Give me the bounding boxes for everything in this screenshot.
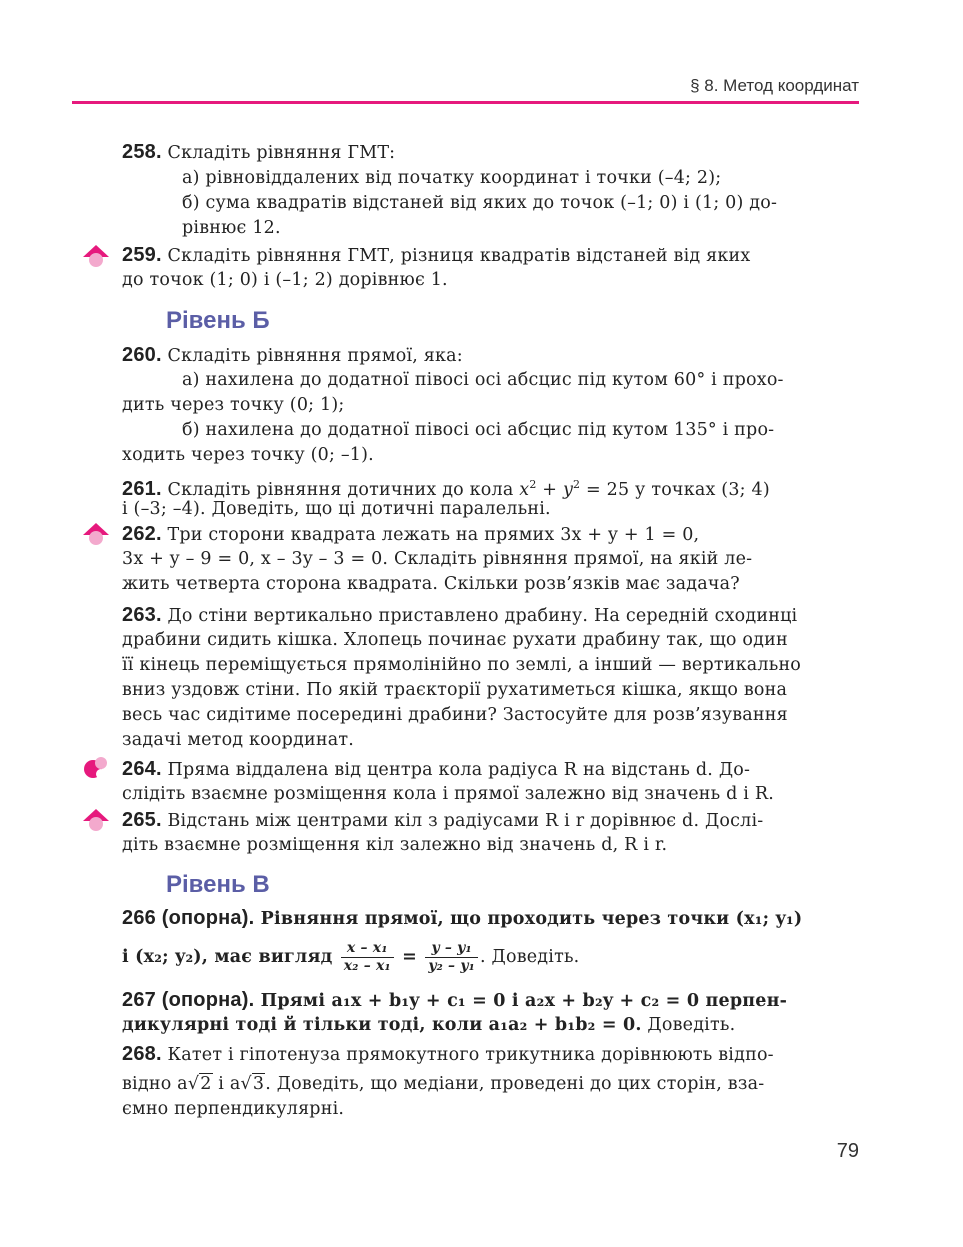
problem-259 [122, 243, 855, 269]
fraction-x: $\frac{\text{x – x₁}}{\text{x₂ – x₁}}$ [341, 940, 394, 975]
problem-260-a-cont: дить через точку (0; 1); [122, 395, 345, 415]
problem-263-line: весь час сидітиме посередині драбини? Застосуйте для розв’язування [122, 705, 788, 725]
problem-text: Складіть рівняння прямої, яка: [167, 346, 463, 366]
problem-text: Пряма віддалена від центра кола радіуса R на відстань d. До- [167, 760, 751, 780]
problem-263-line: її кінець переміщується прямолінійно по землі, а інший — вертикально [122, 655, 802, 675]
house-arrow-icon [82, 807, 110, 833]
problem-260-a: а) нахилена до додатної півосі осі абсцис під кутом 60° і прохо- [182, 370, 784, 390]
problem-number: 265. [122, 809, 162, 831]
problem-260 [122, 343, 855, 369]
house-arrow-icon [82, 521, 110, 547]
problem-265-cont: діть взаємне розміщення кіл залежно від значень d, R і r. [122, 835, 668, 855]
problem-text-end: = 25 у точках (3; 4) [580, 479, 770, 500]
problem-267-cont: дикулярні тоді й тільки тоді, коли a₁a₂ + b₁b₂ = 0. Доведіть. [122, 1015, 736, 1035]
problem-text: Прямі a₁x + b₁y + c₁ = 0 і a₂x + b₂y + c₂ = 0 перпен- [260, 991, 788, 1011]
problem-266 [122, 906, 855, 932]
problem-number: 261. [122, 477, 162, 500]
problem-number: 260. [122, 344, 162, 366]
problem-number: 258. [122, 141, 162, 163]
problem-text: і (x₂; y₂), має вигляд [122, 947, 333, 967]
page-number: 79 [836, 1140, 859, 1162]
problem-text: Рівняння прямої, що проходить через точки (x₁; y₁) [260, 909, 803, 929]
problem-258-a: а) рівновіддалених від початку координат і точки (–4; 2); [182, 168, 722, 188]
problem-258-b-cont: рівнює 12. [182, 218, 281, 238]
problem-260-b: б) нахилена до додатної півосі осі абсцис під кутом 135° і про- [182, 420, 775, 440]
house-arrow-icon [82, 243, 110, 269]
problem-260-b-cont: ходить через точку (0; –1). [122, 445, 374, 465]
problem-267 [122, 988, 855, 1014]
fraction-y: $\frac{\text{y – y₁}}{\text{y₂ – y₁}}$ [425, 940, 478, 975]
problem-266-formula: і (x₂; y₂), має вигляд $\frac{\text{x – x₁}}{\text{x₂ – x₁}}$ = $\frac{\text{y – y₁}}{\text{y₂ – y₁}}$ . Доведіть. [122, 940, 580, 974]
level-b-heading: Рівень Б [166, 307, 270, 334]
problem-263-line: задачі метод координат. [122, 730, 355, 750]
problem-text: До стіни вертикально приставлено драбину. На середній сходинці [167, 606, 798, 626]
problem-number: 262. [122, 523, 162, 545]
problem-259-cont: до точок (1; 0) і (–1; 2) дорівнює 1. [122, 270, 448, 290]
problem-number: 263. [122, 604, 162, 626]
problem-262-line2: 3x + y – 9 = 0, x – 3y – 3 = 0. Складіть рівняння прямої, на якій ле- [122, 549, 753, 569]
problem-text: Складіть рівняння ГМТ, різниця квадратів відстаней від яких [167, 246, 751, 266]
problem-number: 267 (опорна). [122, 989, 255, 1011]
problem-263-line: вниз уздовж стіни. По якій траєкторії рухатиметься кішка, якщо вона [122, 680, 788, 700]
problem-text: Три сторони квадрата лежать на прямих 3x + y + 1 = 0, [167, 525, 700, 545]
section-header: § 8. Метод координат [690, 76, 859, 95]
problem-264-cont: слідіть взаємне розміщення кола і прямої залежно від значень d і R. [122, 784, 774, 804]
problem-265 [122, 808, 855, 834]
problem-261-cont: і (–3; –4). Доведіть, що ці дотичні паралельні. [122, 499, 551, 519]
header-rule [72, 101, 859, 104]
problem-268 [122, 1042, 855, 1068]
problem-263 [122, 603, 855, 629]
problem-text: Катет і гіпотенуза прямокутного трикутника дорівнюють відпо- [167, 1045, 774, 1065]
problem-264 [122, 757, 855, 783]
problem-268-line2: відно a√2 і a√3. Доведіть, що медіани, проведені до цих сторін, вза- [122, 1074, 765, 1094]
problem-number: 264. [122, 758, 162, 780]
problem-number: 266 (опорна). [122, 907, 255, 929]
level-v-heading: Рівень В [166, 871, 270, 898]
problem-258-b: б) сума квадратів відстаней від яких до точок (–1; 0) і (1; 0) до- [182, 193, 778, 213]
problem-number: 259. [122, 244, 162, 266]
problem-263-line: драбини сидить кішка. Хлопець починає рухати драбину так, що один [122, 630, 788, 650]
puzzle-circles-icon [82, 755, 110, 781]
problem-number: 268. [122, 1043, 162, 1065]
problem-268-line3: ємно перпендикулярні. [122, 1099, 345, 1119]
problem-text: Складіть рівняння ГМТ: [167, 143, 396, 163]
problem-text-end: . Доведіть. [480, 947, 580, 967]
problem-262 [122, 522, 855, 548]
problem-258 [122, 140, 855, 166]
problem-text: Складіть рівняння дотичних до кола [167, 479, 520, 500]
problem-261: 261. Складіть рівняння дотичних до кола $x^2 + y^2 = 25$ у точках (3; 4) [122, 477, 770, 500]
problem-text: Відстань між центрами кіл з радіусами R і r дорівнює d. Дослі- [167, 811, 764, 831]
problem-262-line3: жить четверта сторона квадрата. Скільки розв’язків має задача? [122, 574, 740, 594]
